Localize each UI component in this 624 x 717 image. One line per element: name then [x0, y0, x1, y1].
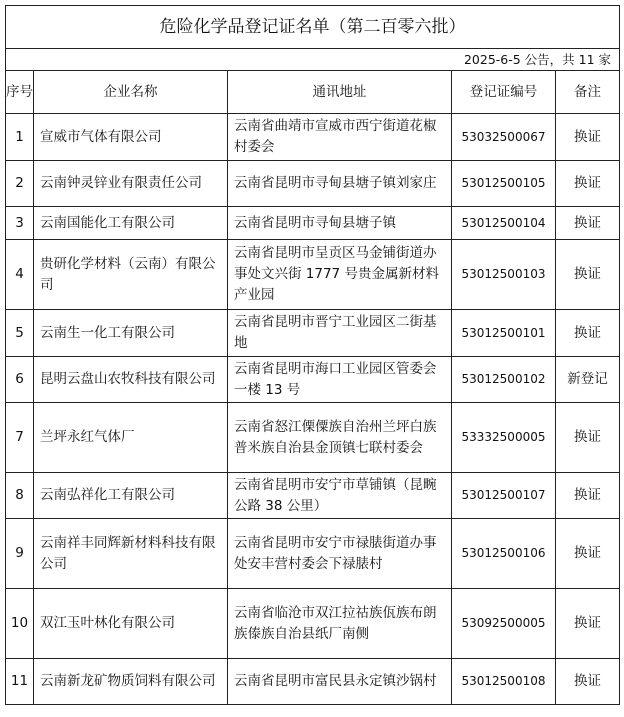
row-no: 8: [6, 473, 34, 519]
certificate-number: 53332500005: [452, 403, 556, 473]
remark: 新登记: [556, 357, 620, 403]
row-no: 2: [6, 161, 34, 207]
table-row: [6, 207, 620, 240]
company-name: 宣威市气体有限公司: [34, 114, 228, 161]
header-address: 通讯地址: [228, 71, 452, 114]
company-name: 云南国能化工有限公司: [34, 207, 228, 240]
table-row: [6, 310, 620, 357]
remark: 换证: [556, 403, 620, 473]
remark: 换证: [556, 240, 620, 310]
header-no: 序号: [6, 71, 34, 114]
remark: 换证: [556, 161, 620, 207]
company-address: 云南省昆明市海口工业园区管委会一楼 13 号: [228, 357, 452, 403]
table-row: [6, 589, 620, 659]
row-no: 7: [6, 403, 34, 473]
table-row: [6, 519, 620, 589]
remark: 换证: [556, 519, 620, 589]
certificate-number: 53032500067: [452, 114, 556, 161]
table-row: [6, 473, 620, 519]
table-title: 危险化学品登记证名单（第二百零六批）: [6, 6, 620, 49]
table-row: [6, 161, 620, 207]
remark: 换证: [556, 207, 620, 240]
company-name: 云南新龙矿物质饲料有限公司: [34, 659, 228, 705]
header-row: [6, 71, 620, 114]
row-no: 11: [6, 659, 34, 705]
table-row: [6, 114, 620, 161]
company-address: 云南省昆明市寻甸县塘子镇: [228, 207, 452, 240]
table-row: [6, 357, 620, 403]
table-row: [6, 659, 620, 705]
certificate-number: 53012500102: [452, 357, 556, 403]
row-no: 1: [6, 114, 34, 161]
company-address: 云南省昆明市晋宁工业园区二街基地: [228, 310, 452, 357]
announcement-note: 2025-6-5 公告，共 11 家: [6, 49, 620, 71]
company-name: 兰坪永红气体厂: [34, 403, 228, 473]
company-address: 云南省临沧市双江拉祜族佤族布朗族傣族自治县纸厂南侧: [228, 589, 452, 659]
company-name: 云南祥丰同辉新材料科技有限公司: [34, 519, 228, 589]
remark: 换证: [556, 659, 620, 705]
company-name: 云南弘祥化工有限公司: [34, 473, 228, 519]
remark: 换证: [556, 114, 620, 161]
company-address: 云南省昆明市呈贡区马金铺街道办事处文兴街 1777 号贵金属新材料产业园: [228, 240, 452, 310]
certificate-number: 53012500103: [452, 240, 556, 310]
certificate-number: 53092500005: [452, 589, 556, 659]
row-no: 9: [6, 519, 34, 589]
table-row: [6, 403, 620, 473]
company-name: 双江玉叶林化有限公司: [34, 589, 228, 659]
remark: 换证: [556, 589, 620, 659]
company-address: 云南省昆明市寻甸县塘子镇刘家庄: [228, 161, 452, 207]
company-address: 云南省怒江傈僳族自治州兰坪白族普米族自治县金顶镇七联村委会: [228, 403, 452, 473]
remark: 换证: [556, 473, 620, 519]
company-address: 云南省昆明市安宁市草铺镇（昆畹公路 38 公里）: [228, 473, 452, 519]
company-name: 云南钟灵锌业有限责任公司: [34, 161, 228, 207]
certificate-number: 53012500107: [452, 473, 556, 519]
certificate-number: 53012500104: [452, 207, 556, 240]
row-no: 5: [6, 310, 34, 357]
header-certificate-number: 登记证编号: [452, 71, 556, 114]
row-no: 3: [6, 207, 34, 240]
row-no: 4: [6, 240, 34, 310]
certificate-number: 53012500108: [452, 659, 556, 705]
certificate-number: 53012500101: [452, 310, 556, 357]
table-row: [6, 240, 620, 310]
registration-table: [5, 5, 620, 705]
certificate-number: 53012500105: [452, 161, 556, 207]
company-address: 云南省曲靖市宣威市西宁街道花椒村委会: [228, 114, 452, 161]
row-no: 10: [6, 589, 34, 659]
certificate-number: 53012500106: [452, 519, 556, 589]
header-company-name: 企业名称: [34, 71, 228, 114]
row-no: 6: [6, 357, 34, 403]
company-name: 昆明云盘山农牧科技有限公司: [34, 357, 228, 403]
header-remark: 备注: [556, 71, 620, 114]
company-name: 贵研化学材料（云南）有限公司: [34, 240, 228, 310]
company-name: 云南生一化工有限公司: [34, 310, 228, 357]
remark: 换证: [556, 310, 620, 357]
company-address: 云南省昆明市富民县永定镇沙锅村: [228, 659, 452, 705]
company-address: 云南省昆明市安宁市禄脿街道办事处安丰营村委会下禄脿村: [228, 519, 452, 589]
